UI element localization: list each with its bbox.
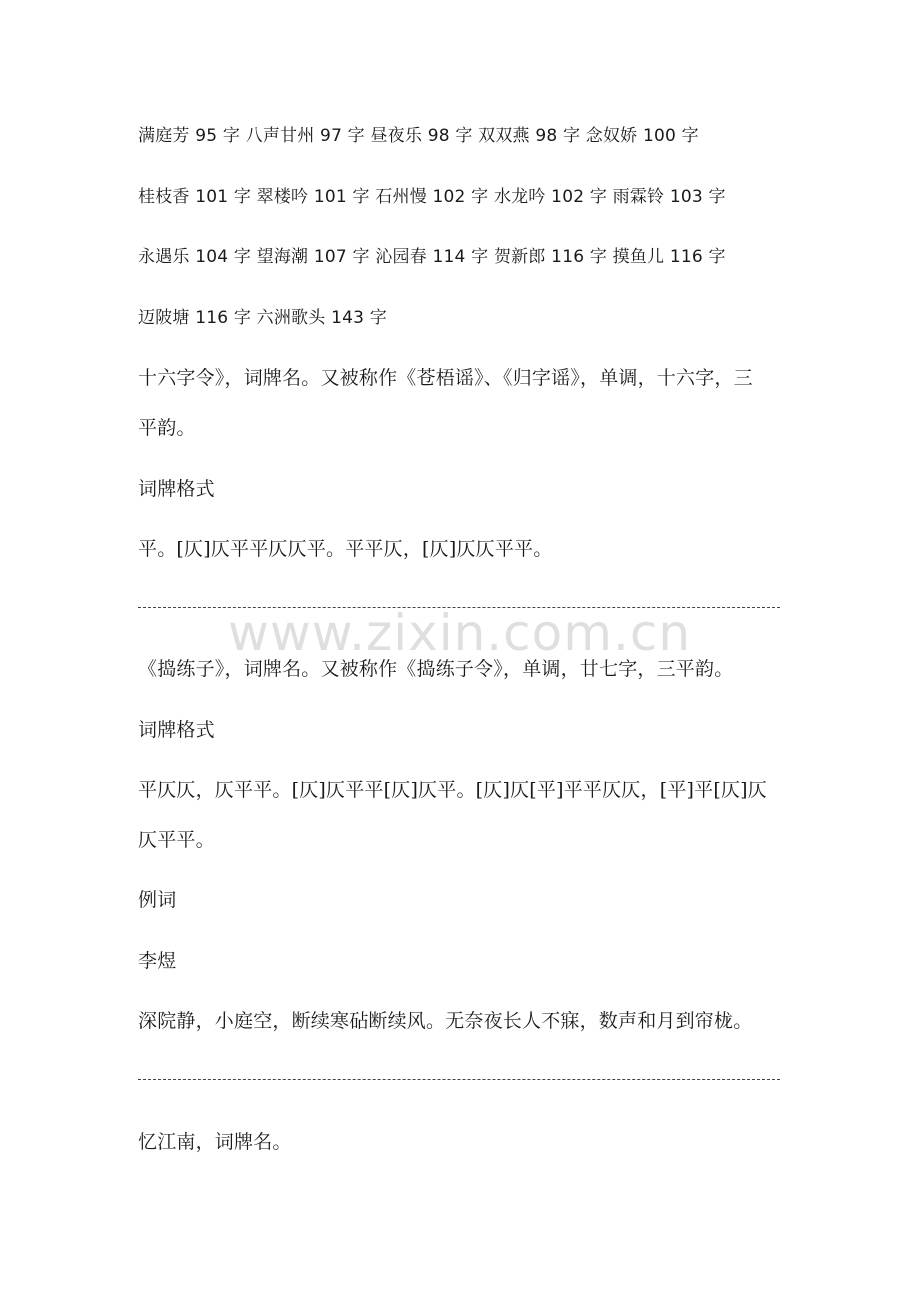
cipai-list-row-3: 永遇乐 104 字 望海潮 107 字 沁园春 114 字 贺新郎 116 字 摸鱼儿 116 字 — [138, 247, 726, 267]
entry2-poem: 深院静，小庭空，断续寒砧断续风。无奈夜长人不寐，数声和月到帘栊。 — [138, 1010, 753, 1032]
entry3-description: 忆江南，词牌名。 — [138, 1131, 292, 1153]
entry2-format-line2: 仄平平。 — [138, 829, 215, 851]
entry1-description-line1: 十六字令》，词牌名。又被称作《苍梧谣》、《归字谣》，单调，十六字，三 — [138, 367, 753, 389]
watermark: www.zixin.com.cn — [228, 604, 692, 662]
entry1-description-line2: 平韵。 — [138, 417, 196, 439]
entry2-format-line1: 平仄仄，仄平平。[仄]仄平平[仄]仄平。[仄]仄[平]平平仄仄，[平]平[仄]仄 — [138, 779, 767, 801]
entry1-format-heading: 词牌格式 — [138, 478, 215, 500]
entry2-format-heading: 词牌格式 — [138, 719, 215, 741]
divider-2 — [138, 1079, 780, 1080]
cipai-list-row-1: 满庭芳 95 字 八声甘州 97 字 昼夜乐 98 字 双双燕 98 字 念奴娇 100 字 — [138, 126, 699, 146]
entry1-format: 平。[仄]仄平平仄仄平。平平仄，[仄]仄仄平平。 — [138, 538, 553, 560]
cipai-list-row-2: 桂枝香 101 字 翠楼吟 101 字 石州慢 102 字 水龙吟 102 字 雨霖铃 103 字 — [138, 187, 726, 207]
entry2-description: 《捣练子》，词牌名。又被称作《捣练子令》，单调，廿七字，三平韵。 — [138, 658, 734, 680]
entry2-author: 李煜 — [138, 950, 177, 972]
entry2-example-heading: 例词 — [138, 889, 177, 911]
cipai-list-row-4: 迈陂塘 116 字 六洲歌头 143 字 — [138, 308, 387, 328]
